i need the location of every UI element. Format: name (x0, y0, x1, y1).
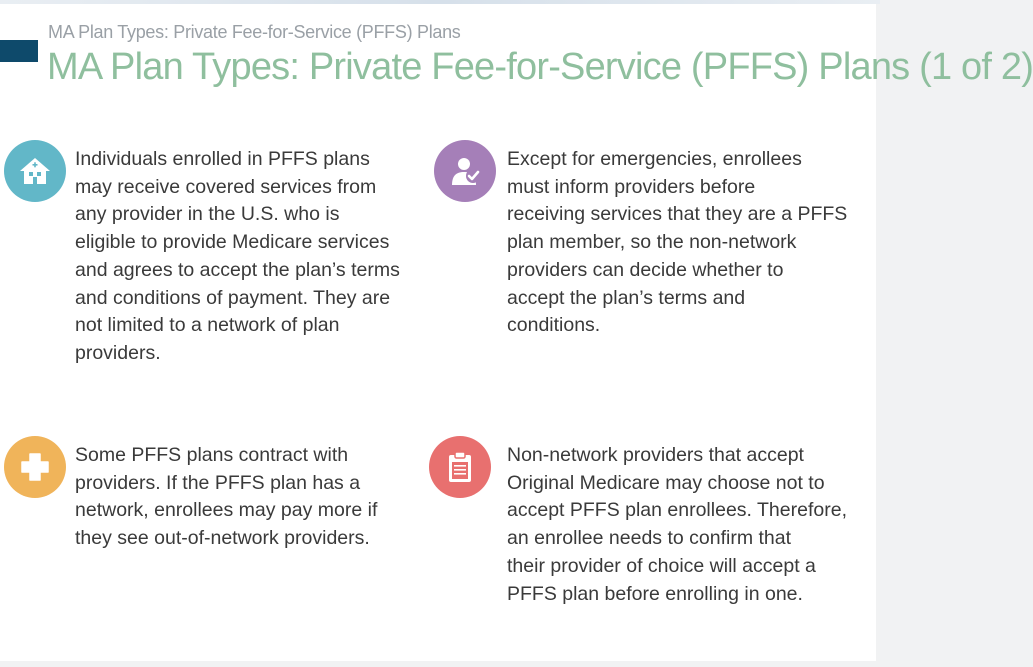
info-text-1: Individuals enrolled in PFFS plans may receive covered services from any provider in the U.S. who is eligible to provide Medicare services and agrees to accept the plan’s terms and conditions of payment. They are not limited to a network of plan providers. (75, 148, 400, 364)
info-text-3: Some PFFS plans contract with providers. If the PFFS plan has a network, enrollees may pay more if they see out-of-network providers. (75, 444, 378, 550)
slide (0, 4, 1033, 661)
medical-cross-icon (4, 436, 66, 498)
accent-bar (0, 40, 38, 62)
house-icon (4, 140, 66, 202)
clipboard-icon (429, 436, 491, 498)
info-text-4: Non-network providers that accept Original Medicare may choose not to accept PFFS plan enrollees. Therefore, an enrollee needs to confirm that their provider of choice will accept a PFFS plan before enrolling in one. (507, 444, 847, 605)
info-text-2: Except for emergencies, enrollees must inform providers before receiving services that they are a PFFS plan member, so the non-network providers can decide whether to accept the plan’s terms and conditions. (507, 148, 848, 337)
page-title: MA Plan Types: Private Fee-for-Service (PFFS) Plans (1 of 2) (47, 46, 1033, 88)
breadcrumb: MA Plan Types: Private Fee-for-Service (PFFS) Plans (48, 22, 461, 42)
person-check-icon (434, 140, 496, 202)
